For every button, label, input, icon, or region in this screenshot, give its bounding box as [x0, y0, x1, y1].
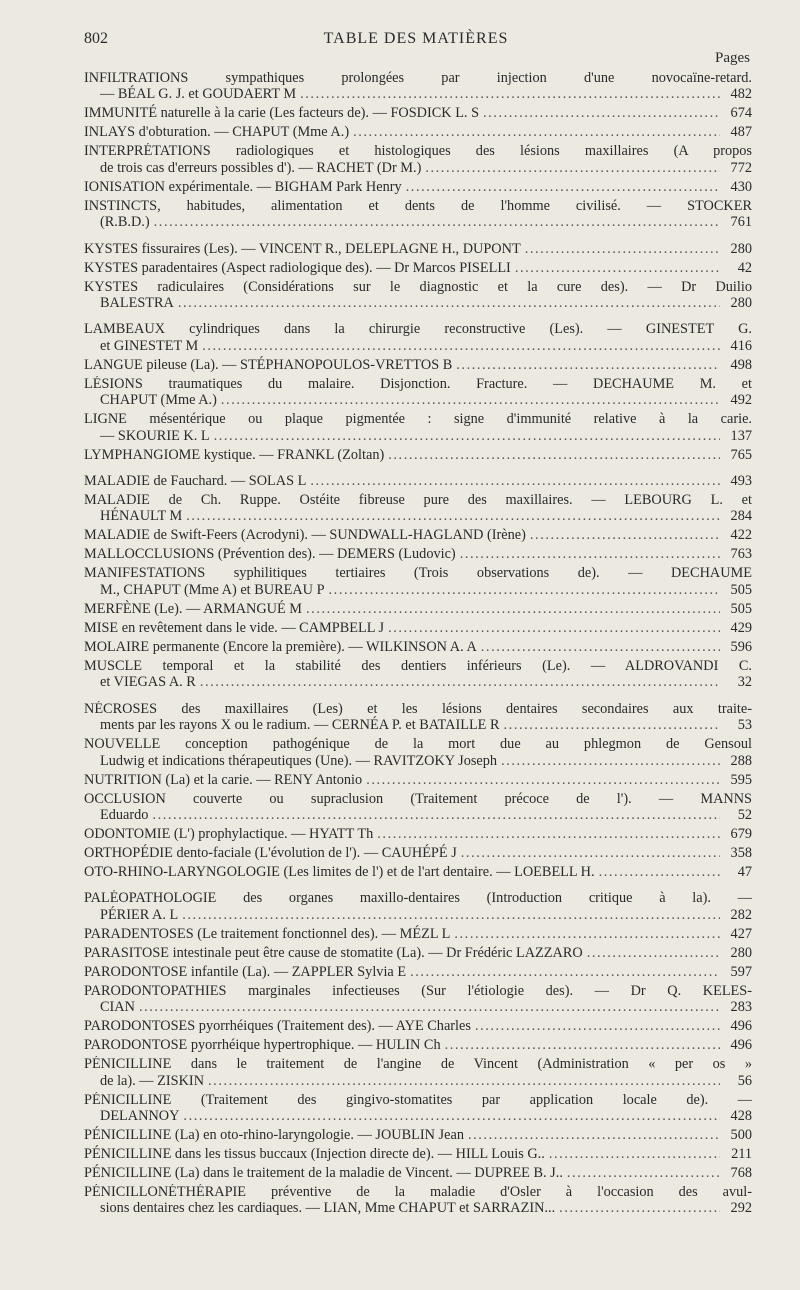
index-entry [84, 70, 752, 103]
entry-text: PARADENTOSES (Le traitement fonctionnel des). — MÉZL L [84, 925, 451, 942]
entry-last-line [84, 179, 752, 195]
index-entry [84, 791, 752, 824]
page-header [84, 30, 748, 52]
entry-page-number: 283 [730, 999, 752, 1016]
dot-leader [483, 105, 720, 121]
index-entry [84, 143, 752, 176]
entry-text-line: LIGNE mésentérique ou plaque pigmentée : signe d'immunité relative à la carie. [84, 411, 752, 428]
entry-last-line [84, 473, 752, 489]
entry-page-number: 505 [730, 600, 752, 617]
entry-page-number: 53 [737, 717, 752, 734]
dot-leader [559, 1200, 720, 1216]
entry-last-line [84, 1165, 752, 1181]
entry-text: MISE en revêtement dans le vide. — CAMPBELL J [84, 619, 385, 636]
entry-last-line [84, 582, 752, 598]
dot-leader [445, 1037, 720, 1053]
entry-last-line [84, 674, 752, 690]
entry-last-line [84, 999, 752, 1015]
entry-last-line [84, 807, 752, 823]
dot-leader [468, 1127, 720, 1143]
entry-page-number: 416 [730, 337, 752, 354]
entry-page-number: 772 [730, 159, 752, 176]
entry-last-line [84, 907, 752, 923]
entry-last-line [84, 105, 752, 121]
entry-text-line: OCCLUSION couverte ou supraclusion (Traitement précoce de l'). — MANNS [84, 790, 752, 807]
entry-text: PARODONTOSE infantile (La). — ZAPPLER Sylvia E [84, 963, 407, 980]
index-entry [84, 983, 752, 1016]
index-entry [84, 565, 752, 598]
entry-text: sions dentaires chez les cardiaques. — LIAN, Mme CHAPUT et SARRAZIN... [100, 1200, 556, 1217]
dot-leader [200, 674, 720, 690]
entry-last-line [84, 620, 752, 636]
index-entry [84, 124, 752, 140]
entry-page-number: 482 [730, 86, 752, 103]
dot-leader [549, 1146, 720, 1162]
entry-text-line: PÉNICILLINE (Traitement des gingivo-stomatites par application locale de). — [84, 1091, 752, 1108]
entry-text: PARASITOSE intestinale peut être cause de stomatite (La). — Dr Frédéric LAZZARO [84, 944, 583, 961]
entry-text: PARODONTOSE pyorrhéique hypertrophique. — HULIN Ch [84, 1037, 441, 1054]
entry-text: ments par les rayons X ou le radium. — CERNÉA P. et BATAILLE R [100, 717, 500, 734]
entry-text: BALESTRA [100, 295, 174, 312]
entry-last-line [84, 447, 752, 463]
index-entry [84, 1127, 752, 1143]
index-entry [84, 179, 752, 195]
index-entry [84, 620, 752, 636]
entry-last-line [84, 1073, 752, 1089]
entry-page-number: 280 [730, 240, 752, 257]
index-entry [84, 279, 752, 312]
entry-text: HÉNAULT M [100, 508, 183, 525]
entry-text: Eduardo [100, 806, 149, 823]
entry-text: — BÉAL G. J. et GOUDAERT M [100, 86, 297, 103]
entry-text-line: PÉNICILLONÉTHÉRAPIE préventive de la maladie d'Osler à l'occasion des avul- [84, 1183, 752, 1200]
entry-last-line [84, 753, 752, 769]
entry-last-line [84, 160, 752, 176]
page-number: 802 [84, 30, 108, 47]
entry-text-line: LÉSIONS traumatiques du malaire. Disjonction. Fracture. — DECHAUME M. et [84, 375, 752, 392]
index-entry [84, 260, 752, 276]
dot-leader [461, 845, 720, 861]
dot-leader [306, 601, 720, 617]
dot-leader [475, 1018, 720, 1034]
entry-page-number: 493 [730, 473, 752, 490]
entry-text: IONISATION expérimentale. — BIGHAM Park Henry [84, 178, 402, 195]
entry-text-line: PARODONTOPATHIES marginales infectieuses (Sur l'étiologie des). — Dr Q. KELES- [84, 982, 752, 999]
entry-text: PÉNICILLINE (La) en oto-rhino-laryngologie. — JOUBLIN Jean [84, 1126, 464, 1143]
entry-text: CHAPUT (Mme A.) [100, 392, 217, 409]
entry-last-line [84, 86, 752, 102]
index-entry [84, 546, 752, 562]
entry-page-number: 284 [730, 508, 752, 525]
entry-text: PARODONTOSES pyorrhéiques (Traitement des). — AYE Charles [84, 1018, 471, 1035]
entry-last-line [84, 1037, 752, 1053]
entry-page-number: 358 [730, 844, 752, 861]
entry-last-line [84, 1018, 752, 1034]
entry-page-number: 679 [730, 825, 752, 842]
index-entry [84, 864, 752, 880]
dot-leader [410, 964, 720, 980]
dot-leader [388, 447, 720, 463]
entry-last-line [84, 639, 752, 655]
dot-leader [329, 582, 720, 598]
dot-leader [178, 295, 720, 311]
entry-page-number: 505 [730, 581, 752, 598]
dot-leader [599, 864, 720, 880]
pages-column-label: Pages [715, 50, 750, 66]
dot-leader [454, 926, 720, 942]
index-entry [84, 926, 752, 942]
dot-leader [456, 357, 720, 373]
entry-page-number: 429 [730, 619, 752, 636]
entry-page-number: 492 [730, 392, 752, 409]
entry-text-line: MALADIE de Ch. Ruppe. Ostéite fibreuse pure des maxillaires. — LEBOURG L. et [84, 492, 752, 509]
dot-leader [377, 826, 720, 842]
dot-leader [182, 907, 720, 923]
entry-text-line: MANIFESTATIONS syphilitiques tertiaires (Trois observations de). — DECHAUME [84, 565, 752, 582]
dot-leader [406, 179, 720, 195]
entry-text: (R.B.D.) [100, 214, 150, 231]
index-entry [84, 945, 752, 961]
entry-text: OTO-RHINO-LARYNGOLOGIE (Les limites de l') et de l'art dentaire. — LOEBELL H. [84, 863, 595, 880]
entry-page-number: 674 [730, 105, 752, 122]
entry-last-line [84, 964, 752, 980]
entry-text: de la). — ZISKIN [100, 1072, 205, 1089]
entry-text: ODONTOMIE (L') prophylactique. — HYATT Th [84, 825, 374, 842]
entry-page-number: 137 [730, 427, 752, 444]
index-entry [84, 1056, 752, 1089]
dot-leader [567, 1165, 720, 1181]
entry-text: LYMPHANGIOME kystique. — FRANKL (Zoltan) [84, 446, 385, 463]
entry-page-number: 52 [737, 806, 752, 823]
entry-text-line: KYSTES radiculaires (Considérations sur le diagnostic et la cure des). — Dr Duilio [84, 278, 752, 295]
entry-text: PÉRIER A. L [100, 906, 179, 923]
entry-last-line [84, 945, 752, 961]
entry-last-line [84, 845, 752, 861]
entry-text: LANGUE pileuse (La). — STÉPHANOPOULOS-VRETTOS B [84, 356, 453, 373]
entry-text-line: INFILTRATIONS sympathiques prolongées par injection d'une novocaïne-retard. [84, 70, 752, 86]
dot-leader [530, 527, 720, 543]
entry-last-line [84, 1108, 752, 1124]
entry-last-line [84, 926, 752, 942]
index-entry [84, 601, 752, 617]
entry-page-number: 428 [730, 1107, 752, 1124]
entry-page-number: 422 [730, 527, 752, 544]
entry-page-number: 430 [730, 178, 752, 195]
index-entry [84, 1184, 752, 1217]
entry-last-line [84, 392, 752, 408]
dot-leader [139, 999, 720, 1015]
dot-leader [425, 160, 720, 176]
entry-text: de trois cas d'erreurs possibles d'). — RACHET (Dr M.) [100, 159, 422, 176]
entry-last-line [84, 772, 752, 788]
entry-text: CIAN [100, 999, 135, 1016]
entry-last-line [84, 546, 752, 562]
dot-leader [221, 392, 720, 408]
dot-leader [481, 639, 720, 655]
entry-page-number: 496 [730, 1037, 752, 1054]
index-entry [84, 1146, 752, 1162]
index-entry [84, 658, 752, 691]
index-entry [84, 241, 752, 257]
entry-last-line [84, 508, 752, 524]
index-entry [84, 701, 752, 734]
entry-page-number: 496 [730, 1018, 752, 1035]
dot-leader [152, 807, 720, 823]
dot-leader [501, 753, 720, 769]
dot-leader [154, 214, 720, 230]
entry-text-line: PALÉOPATHOLOGIE des organes maxillo-dentaires (Introduction critique à la). — [84, 890, 752, 907]
entry-text: KYSTES fissuraires (Les). — VINCENT R., DELEPLAGNE H., DUPONT [84, 240, 521, 257]
entry-last-line [84, 1200, 752, 1216]
index-entry [84, 1037, 752, 1053]
entry-last-line [84, 124, 752, 140]
entry-page-number: 596 [730, 638, 752, 655]
entry-text: NUTRITION (La) et la carie. — RENY Antonio [84, 771, 363, 788]
index-entry [84, 357, 752, 373]
dot-leader [587, 945, 720, 961]
entry-page-number: 56 [737, 1072, 752, 1089]
entry-text: PÉNICILLINE dans les tissus buccaux (Injection directe de). — HILL Louis G.. [84, 1145, 545, 1162]
dot-leader [525, 241, 720, 257]
index-entry [84, 492, 752, 525]
index-entry [84, 826, 752, 842]
index-entry [84, 527, 752, 543]
entry-text: INLAYS d'obturation. — CHAPUT (Mme A.) [84, 124, 350, 141]
entry-text: ORTHOPÉDIE dento-faciale (L'évolution de l'). — CAUHÉPÉ J [84, 844, 457, 861]
entry-text: MALLOCCLUSIONS (Prévention des). — DEMERS (Ludovic) [84, 546, 456, 563]
index-entry [84, 321, 752, 354]
entry-last-line [84, 338, 752, 354]
entry-page-number: 595 [730, 771, 752, 788]
entry-text-line: NOUVELLE conception pathogénique de la mort due au phlegmon de Gensoul [84, 736, 752, 753]
entry-last-line [84, 826, 752, 842]
dot-leader [353, 124, 720, 140]
index-entry [84, 639, 752, 655]
dot-leader [300, 86, 720, 102]
index-entry [84, 447, 752, 463]
index-entry [84, 198, 752, 231]
page-title: TABLE DES MATIÈRES [323, 30, 509, 47]
index-entry [84, 473, 752, 489]
entry-page-number: 280 [730, 295, 752, 312]
entry-text: MERFÈNE (Le). — ARMANGUÉ M [84, 600, 303, 617]
entry-text: Ludwig et indications thérapeutiques (Une). — RAVITZOKY Joseph [100, 752, 498, 769]
entry-last-line [84, 864, 752, 880]
entry-last-line [84, 717, 752, 733]
entry-page-number: 763 [730, 546, 752, 563]
entry-page-number: 42 [737, 259, 752, 276]
index-entry [84, 1018, 752, 1034]
entry-text-line: PÉNICILLINE dans le traitement de l'angine de Vincent (Administration « per os » [84, 1056, 752, 1073]
entry-text: IMMUNITÉ naturelle à la carie (Les facteurs de). — FOSDICK L. S [84, 105, 480, 122]
entry-text: KYSTES paradentaires (Aspect radiologique des). — Dr Marcos PISELLI [84, 259, 511, 276]
entry-page-number: 292 [730, 1200, 752, 1217]
entry-text: MALADIE de Fauchard. — SOLAS L [84, 473, 307, 490]
entry-text: MOLAIRE permanente (Encore la première). — WILKINSON A. A [84, 638, 477, 655]
dot-leader [504, 717, 720, 733]
entry-page-number: 280 [730, 944, 752, 961]
index-entry [84, 772, 752, 788]
entry-last-line [84, 214, 752, 230]
entry-last-line [84, 295, 752, 311]
index-entry [84, 1092, 752, 1125]
entry-page-number: 288 [730, 752, 752, 769]
entry-last-line [84, 428, 752, 444]
index-entry [84, 105, 752, 121]
entry-page-number: 427 [730, 925, 752, 942]
entry-text: — SKOURIE K. L [100, 427, 210, 444]
entry-last-line [84, 260, 752, 276]
index-entry [84, 890, 752, 923]
entry-page-number: 765 [730, 446, 752, 463]
entry-last-line [84, 241, 752, 257]
entry-text-line: LAMBEAUX cylindriques dans la chirurgie reconstructive (Les). — GINESTET G. [84, 321, 752, 338]
entry-last-line [84, 357, 752, 373]
entry-text-line: MUSCLE temporal et la stabilité des dentiers inférieurs (Le). — ALDROVANDI C. [84, 657, 752, 674]
entry-text-line: INTERPRÉTATIONS radiologiques et histologiques des lésions maxillaires (A propos [84, 143, 752, 160]
dot-leader [186, 508, 720, 524]
entry-text: M., CHAPUT (Mme A) et BUREAU P [100, 581, 325, 598]
dot-leader [366, 772, 720, 788]
entry-last-line [84, 1127, 752, 1143]
entry-page-number: 500 [730, 1126, 752, 1143]
entry-text: PÉNICILLINE (La) dans le traitement de la maladie de Vincent. — DUPREE B. J.. [84, 1164, 563, 1181]
entry-page-number: 597 [730, 963, 752, 980]
entry-last-line [84, 1146, 752, 1162]
entry-page-number: 487 [730, 124, 752, 141]
index-entry [84, 376, 752, 409]
entry-text-line: NÉCROSES des maxillaires (Les) et les lésions dentaires secondaires aux traite- [84, 700, 752, 717]
entry-page-number: 761 [730, 214, 752, 231]
index-entry [84, 1165, 752, 1181]
entry-last-line [84, 527, 752, 543]
entry-page-number: 768 [730, 1164, 752, 1181]
dot-leader [310, 473, 720, 489]
entry-text: et GINESTET M [100, 337, 199, 354]
entry-page-number: 498 [730, 356, 752, 373]
dot-leader [183, 1108, 720, 1124]
entry-page-number: 47 [737, 863, 752, 880]
dot-leader [515, 260, 720, 276]
index-entry [84, 845, 752, 861]
entry-page-number: 211 [731, 1145, 752, 1162]
index-entry [84, 411, 752, 444]
entry-last-line [84, 601, 752, 617]
dot-leader [202, 338, 720, 354]
index-entry [84, 964, 752, 980]
entry-text: et VIEGAS A. R [100, 674, 196, 691]
dot-leader [214, 428, 720, 444]
entry-text: DELANNOY [100, 1107, 180, 1124]
entry-text: MALADIE de Swift-Feers (Acrodyni). — SUNDWALL-HAGLAND (Irène) [84, 527, 526, 544]
entry-text-line: INSTINCTS, habitudes, alimentation et dents de l'homme civilisé. — STOCKER [84, 197, 752, 214]
index-entry [84, 736, 752, 769]
index-entries [84, 70, 752, 1219]
entry-page-number: 32 [737, 674, 752, 691]
entry-page-number: 282 [730, 906, 752, 923]
dot-leader [208, 1073, 720, 1089]
dot-leader [460, 546, 720, 562]
dot-leader [388, 620, 720, 636]
